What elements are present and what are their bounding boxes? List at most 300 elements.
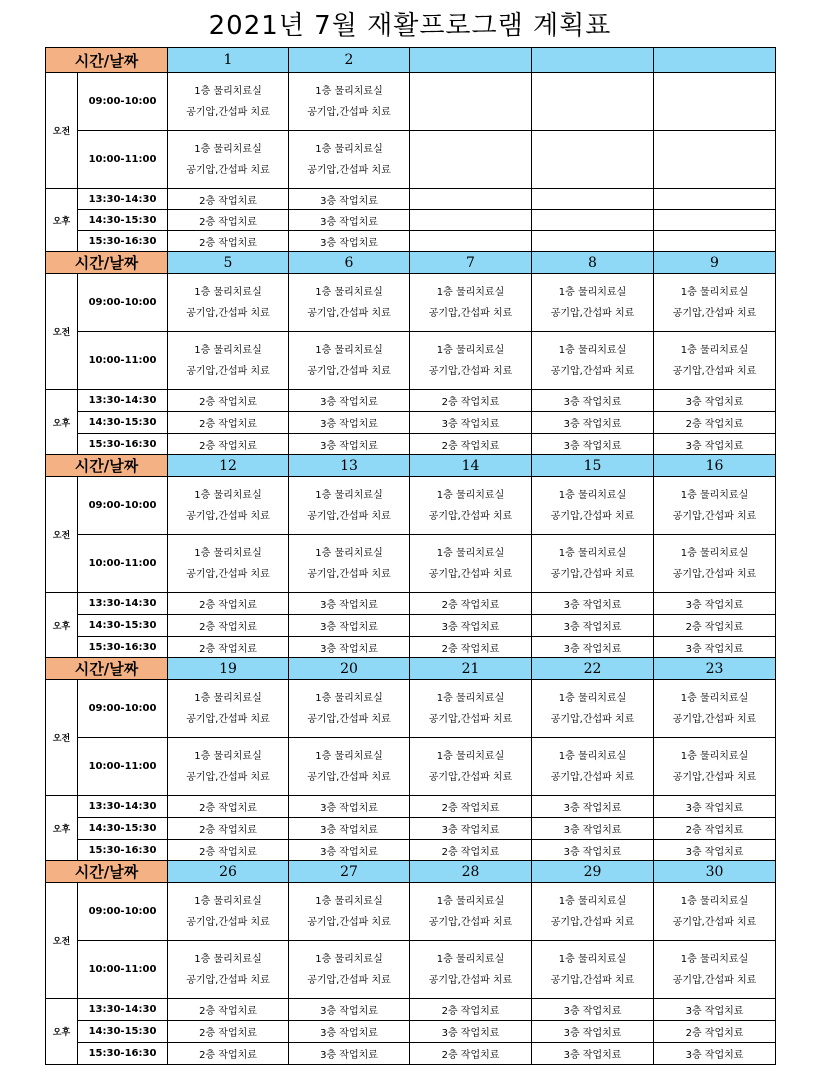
program-room: 1층 물리치료실 <box>558 953 627 965</box>
pm-program-cell: 2층 작업치료 <box>168 1043 289 1065</box>
date-cell: 29 <box>532 861 654 883</box>
am-row <box>46 73 776 131</box>
program-room: 1층 물리치료실 <box>558 489 627 501</box>
program-room: 1층 물리치료실 <box>436 344 505 356</box>
program-treatment: 공기압,간섭파 치료 <box>307 568 391 580</box>
pm-program-cell: 3층 작업치료 <box>532 390 654 412</box>
pm-program-cell: 2층 작업치료 <box>168 593 289 615</box>
pm-row <box>46 189 776 210</box>
pm-program-cell: 2층 작업치료 <box>168 840 289 861</box>
program-room: 1층 물리치료실 <box>558 692 627 704</box>
pm-program-cell: 2층 작업치료 <box>654 1021 776 1043</box>
program-treatment: 공기압,간섭파 치료 <box>186 568 270 580</box>
pm-program-cell: 2층 작업치료 <box>168 412 289 434</box>
program-room: 1층 물리치료실 <box>558 344 627 356</box>
program-room: 1층 물리치료실 <box>436 547 505 559</box>
am-program-cell <box>410 535 532 593</box>
program-treatment: 공기압,간섭파 치료 <box>672 510 757 522</box>
program-room: 1층 물리치료실 <box>315 750 383 762</box>
program-treatment: 공기압,간섭파 치료 <box>428 713 513 725</box>
period-am-label: 오전 <box>46 477 78 593</box>
pm-program-cell: 3층 작업치료 <box>654 637 776 658</box>
pm-program-cell: 3층 작업치료 <box>410 1021 532 1043</box>
am-row <box>46 680 776 738</box>
time-slot: 14:30-15:30 <box>78 210 168 231</box>
program-room: 1층 물리치료실 <box>680 895 749 907</box>
program-room: 1층 물리치료실 <box>680 953 749 965</box>
pm-program-cell: 2층 작업치료 <box>410 434 532 455</box>
program-room: 1층 물리치료실 <box>194 750 262 762</box>
am-program-cell <box>168 131 289 189</box>
am-row <box>46 941 776 999</box>
time-slot: 09:00-10:00 <box>78 274 168 332</box>
am-program-cell <box>532 274 654 332</box>
pm-row <box>46 1043 776 1065</box>
am-program-cell <box>289 883 410 941</box>
time-slot: 13:30-14:30 <box>78 796 168 818</box>
date-cell: 13 <box>289 455 410 477</box>
pm-program-cell: 3층 작업치료 <box>532 796 654 818</box>
pm-row <box>46 412 776 434</box>
time-slot: 13:30-14:30 <box>78 390 168 412</box>
am-program-cell <box>410 477 532 535</box>
pm-program-cell: 2층 작업치료 <box>168 999 289 1021</box>
pm-program-cell: 3층 작업치료 <box>289 412 410 434</box>
program-room: 1층 물리치료실 <box>680 547 749 559</box>
program-treatment: 공기압,간섭파 치료 <box>307 106 391 118</box>
am-program-cell <box>532 738 654 796</box>
program-treatment: 공기압,간섭파 치료 <box>550 916 635 928</box>
am-program-cell <box>289 941 410 999</box>
time-slot: 13:30-14:30 <box>78 999 168 1021</box>
am-program-cell <box>168 883 289 941</box>
am-program-cell <box>654 73 776 131</box>
pm-program-cell: 3층 작업치료 <box>532 637 654 658</box>
date-cell <box>532 48 654 73</box>
period-pm-label: 오후 <box>46 999 78 1065</box>
program-treatment: 공기압,간섭파 치료 <box>428 974 513 986</box>
pm-program-cell: 3층 작업치료 <box>532 840 654 861</box>
program-treatment: 공기압,간섭파 치료 <box>428 771 513 783</box>
pm-program-cell: 2층 작업치료 <box>654 818 776 840</box>
am-program-cell <box>168 274 289 332</box>
am-program-cell <box>168 73 289 131</box>
pm-program-cell: 3층 작업치료 <box>289 434 410 455</box>
period-pm-label: 오후 <box>46 593 78 658</box>
program-treatment: 공기압,간섭파 치료 <box>672 974 757 986</box>
pm-program-cell: 3층 작업치료 <box>654 390 776 412</box>
program-room: 1층 물리치료실 <box>194 286 262 298</box>
am-program-cell <box>532 680 654 738</box>
program-room: 1층 물리치료실 <box>680 489 749 501</box>
pm-program-cell: 2층 작업치료 <box>168 818 289 840</box>
program-room: 1층 물리치료실 <box>194 85 262 97</box>
am-program-cell <box>410 941 532 999</box>
pm-program-cell: 3층 작업치료 <box>289 637 410 658</box>
program-treatment: 공기압,간섭파 치료 <box>428 916 513 928</box>
period-pm-label: 오후 <box>46 189 78 252</box>
program-treatment: 공기압,간섭파 치료 <box>186 510 270 522</box>
pm-program-cell: 2층 작업치료 <box>410 840 532 861</box>
am-row <box>46 535 776 593</box>
pm-row <box>46 999 776 1021</box>
am-program-cell <box>410 131 532 189</box>
pm-program-cell: 3층 작업치료 <box>532 593 654 615</box>
program-room: 1층 물리치료실 <box>558 750 627 762</box>
program-room: 1층 물리치료실 <box>436 953 505 965</box>
pm-program-cell <box>410 231 532 252</box>
pm-program-cell: 3층 작업치료 <box>532 434 654 455</box>
program-treatment: 공기압,간섭파 치료 <box>186 771 270 783</box>
program-room: 1층 물리치료실 <box>194 547 262 559</box>
program-treatment: 공기압,간섭파 치료 <box>672 307 757 319</box>
pm-program-cell <box>532 210 654 231</box>
am-program-cell <box>532 535 654 593</box>
header-label: 시간/날짜 <box>46 455 168 477</box>
am-program-cell <box>168 332 289 390</box>
date-cell: 26 <box>168 861 289 883</box>
schedule-table <box>45 47 776 1065</box>
pm-program-cell <box>654 210 776 231</box>
program-treatment: 공기압,간섭파 치료 <box>186 164 270 176</box>
date-cell: 21 <box>410 658 532 680</box>
program-room: 1층 물리치료실 <box>680 344 749 356</box>
pm-program-cell: 3층 작업치료 <box>410 818 532 840</box>
date-cell: 22 <box>532 658 654 680</box>
pm-row <box>46 1021 776 1043</box>
header-label: 시간/날짜 <box>46 861 168 883</box>
am-row <box>46 131 776 189</box>
time-slot: 10:00-11:00 <box>78 332 168 390</box>
pm-row <box>46 840 776 861</box>
pm-row <box>46 818 776 840</box>
am-program-cell <box>654 941 776 999</box>
program-treatment: 공기압,간섭파 치료 <box>186 365 270 377</box>
pm-row <box>46 593 776 615</box>
am-program-cell <box>410 73 532 131</box>
am-program-cell <box>289 680 410 738</box>
program-treatment: 공기압,간섭파 치료 <box>550 974 635 986</box>
program-treatment: 공기압,간섭파 치료 <box>428 365 513 377</box>
pm-program-cell: 2층 작업치료 <box>168 390 289 412</box>
program-room: 1층 물리치료실 <box>315 895 383 907</box>
pm-program-cell: 2층 작업치료 <box>168 210 289 231</box>
program-room: 1층 물리치료실 <box>315 953 383 965</box>
pm-program-cell: 2층 작업치료 <box>168 434 289 455</box>
week-header-row <box>46 48 776 73</box>
program-treatment: 공기압,간섭파 치료 <box>550 307 635 319</box>
pm-program-cell: 3층 작업치료 <box>289 1043 410 1065</box>
time-slot: 09:00-10:00 <box>78 73 168 131</box>
time-slot: 09:00-10:00 <box>78 883 168 941</box>
program-room: 1층 물리치료실 <box>315 547 383 559</box>
program-treatment: 공기압,간섭파 치료 <box>307 916 391 928</box>
pm-program-cell: 3층 작업치료 <box>289 189 410 210</box>
pm-row <box>46 434 776 455</box>
program-room: 1층 물리치료실 <box>194 143 262 155</box>
am-program-cell <box>289 477 410 535</box>
pm-program-cell: 3층 작업치료 <box>289 1021 410 1043</box>
am-program-cell <box>654 332 776 390</box>
time-slot: 10:00-11:00 <box>78 131 168 189</box>
pm-program-cell: 2층 작업치료 <box>168 189 289 210</box>
time-slot: 15:30-16:30 <box>78 231 168 252</box>
pm-program-cell: 3층 작업치료 <box>654 999 776 1021</box>
program-room: 1층 물리치료실 <box>194 344 262 356</box>
pm-program-cell: 3층 작업치료 <box>654 593 776 615</box>
pm-program-cell: 3층 작업치료 <box>289 210 410 231</box>
pm-row <box>46 390 776 412</box>
pm-program-cell: 2층 작업치료 <box>410 999 532 1021</box>
period-pm-label: 오후 <box>46 390 78 455</box>
program-room: 1층 물리치료실 <box>315 85 383 97</box>
week-header-row <box>46 658 776 680</box>
time-slot: 14:30-15:30 <box>78 818 168 840</box>
pm-program-cell: 2층 작업치료 <box>410 637 532 658</box>
program-treatment: 공기압,간섭파 치료 <box>186 974 270 986</box>
pm-program-cell: 2층 작업치료 <box>168 615 289 637</box>
program-treatment: 공기압,간섭파 치료 <box>550 771 635 783</box>
time-slot: 13:30-14:30 <box>78 189 168 210</box>
pm-program-cell: 2층 작업치료 <box>168 796 289 818</box>
header-label: 시간/날짜 <box>46 658 168 680</box>
program-treatment: 공기압,간섭파 치료 <box>186 307 270 319</box>
pm-row <box>46 615 776 637</box>
pm-program-cell: 2층 작업치료 <box>168 231 289 252</box>
program-treatment: 공기압,간섭파 치료 <box>186 916 270 928</box>
pm-program-cell: 3층 작업치료 <box>289 615 410 637</box>
pm-program-cell <box>654 189 776 210</box>
program-room: 1층 물리치료실 <box>436 692 505 704</box>
program-room: 1층 물리치료실 <box>315 489 383 501</box>
pm-program-cell: 3층 작업치료 <box>654 1043 776 1065</box>
program-treatment: 공기압,간섭파 치료 <box>307 164 391 176</box>
am-program-cell <box>532 941 654 999</box>
date-cell <box>410 48 532 73</box>
am-program-cell <box>532 73 654 131</box>
program-room: 1층 물리치료실 <box>680 286 749 298</box>
program-treatment: 공기압,간섭파 치료 <box>307 771 391 783</box>
time-slot: 09:00-10:00 <box>78 680 168 738</box>
time-slot: 15:30-16:30 <box>78 1043 168 1065</box>
am-program-cell <box>410 883 532 941</box>
time-slot: 15:30-16:30 <box>78 840 168 861</box>
pm-program-cell: 3층 작업치료 <box>532 615 654 637</box>
program-room: 1층 물리치료실 <box>436 895 505 907</box>
program-room: 1층 물리치료실 <box>436 286 505 298</box>
pm-row <box>46 231 776 252</box>
period-am-label: 오전 <box>46 883 78 999</box>
program-treatment: 공기압,간섭파 치료 <box>672 713 757 725</box>
program-treatment: 공기압,간섭파 치료 <box>672 568 757 580</box>
pm-program-cell <box>410 189 532 210</box>
program-room: 1층 물리치료실 <box>194 489 262 501</box>
am-program-cell <box>168 680 289 738</box>
am-program-cell <box>654 131 776 189</box>
am-program-cell <box>168 477 289 535</box>
program-treatment: 공기압,간섭파 치료 <box>307 713 391 725</box>
am-row <box>46 274 776 332</box>
pm-program-cell: 3층 작업치료 <box>289 840 410 861</box>
am-program-cell <box>532 332 654 390</box>
pm-program-cell <box>410 210 532 231</box>
pm-program-cell: 3층 작업치료 <box>532 1043 654 1065</box>
pm-program-cell: 2층 작업치료 <box>654 615 776 637</box>
pm-program-cell: 2층 작업치료 <box>168 637 289 658</box>
pm-program-cell: 2층 작업치료 <box>410 593 532 615</box>
date-cell: 7 <box>410 252 532 274</box>
date-cell <box>654 48 776 73</box>
program-treatment: 공기압,간섭파 치료 <box>307 510 391 522</box>
pm-row <box>46 210 776 231</box>
pm-row <box>46 637 776 658</box>
program-treatment: 공기압,간섭파 치료 <box>550 568 635 580</box>
am-program-cell <box>410 332 532 390</box>
program-treatment: 공기압,간섭파 치료 <box>672 771 757 783</box>
pm-program-cell: 2층 작업치료 <box>410 796 532 818</box>
program-room: 1층 물리치료실 <box>680 750 749 762</box>
am-program-cell <box>532 883 654 941</box>
time-slot: 10:00-11:00 <box>78 738 168 796</box>
pm-program-cell: 2층 작업치료 <box>410 1043 532 1065</box>
am-program-cell <box>654 477 776 535</box>
date-cell: 15 <box>532 455 654 477</box>
period-am-label: 오전 <box>46 274 78 390</box>
time-slot: 14:30-15:30 <box>78 1021 168 1043</box>
am-program-cell <box>410 680 532 738</box>
program-treatment: 공기압,간섭파 치료 <box>186 713 270 725</box>
time-slot: 15:30-16:30 <box>78 637 168 658</box>
pm-program-cell: 3층 작업치료 <box>289 796 410 818</box>
program-room: 1층 물리치료실 <box>558 895 627 907</box>
pm-program-cell: 3층 작업치료 <box>654 434 776 455</box>
time-slot: 10:00-11:00 <box>78 941 168 999</box>
am-row <box>46 738 776 796</box>
pm-program-cell: 2층 작업치료 <box>168 1021 289 1043</box>
pm-program-cell: 2층 작업치료 <box>410 390 532 412</box>
period-am-label: 오전 <box>46 680 78 796</box>
date-cell: 30 <box>654 861 776 883</box>
pm-program-cell <box>532 231 654 252</box>
am-program-cell <box>410 274 532 332</box>
date-cell: 20 <box>289 658 410 680</box>
am-program-cell <box>654 680 776 738</box>
program-treatment: 공기압,간섭파 치료 <box>186 106 270 118</box>
program-room: 1층 물리치료실 <box>315 692 383 704</box>
am-row <box>46 477 776 535</box>
program-room: 1층 물리치료실 <box>558 547 627 559</box>
program-treatment: 공기압,간섭파 치료 <box>307 307 391 319</box>
am-program-cell <box>168 535 289 593</box>
time-slot: 13:30-14:30 <box>78 593 168 615</box>
program-treatment: 공기압,간섭파 치료 <box>550 510 635 522</box>
header-label: 시간/날짜 <box>46 252 168 274</box>
am-program-cell <box>654 883 776 941</box>
period-am-label: 오전 <box>46 73 78 189</box>
pm-program-cell: 3층 작업치료 <box>289 999 410 1021</box>
time-slot: 14:30-15:30 <box>78 615 168 637</box>
pm-program-cell: 3층 작업치료 <box>532 999 654 1021</box>
date-cell: 14 <box>410 455 532 477</box>
week-header-row <box>46 455 776 477</box>
am-row <box>46 332 776 390</box>
time-slot: 09:00-10:00 <box>78 477 168 535</box>
pm-program-cell <box>532 189 654 210</box>
program-treatment: 공기압,간섭파 치료 <box>307 974 391 986</box>
time-slot: 14:30-15:30 <box>78 412 168 434</box>
am-program-cell <box>289 332 410 390</box>
program-treatment: 공기압,간섭파 치료 <box>428 307 513 319</box>
date-cell: 5 <box>168 252 289 274</box>
pm-program-cell: 3층 작업치료 <box>532 818 654 840</box>
am-row <box>46 883 776 941</box>
date-cell: 19 <box>168 658 289 680</box>
am-program-cell <box>654 274 776 332</box>
am-program-cell <box>289 131 410 189</box>
pm-program-cell: 3층 작업치료 <box>289 390 410 412</box>
date-cell: 12 <box>168 455 289 477</box>
am-program-cell <box>410 738 532 796</box>
pm-program-cell: 2층 작업치료 <box>654 412 776 434</box>
date-cell: 2 <box>289 48 410 73</box>
am-program-cell <box>532 477 654 535</box>
period-pm-label: 오후 <box>46 796 78 861</box>
am-program-cell <box>654 535 776 593</box>
date-cell: 9 <box>654 252 776 274</box>
program-treatment: 공기압,간섭파 치료 <box>672 365 757 377</box>
am-program-cell <box>532 131 654 189</box>
date-cell: 23 <box>654 658 776 680</box>
date-cell: 16 <box>654 455 776 477</box>
pm-program-cell: 3층 작업치료 <box>289 593 410 615</box>
program-treatment: 공기압,간섭파 치료 <box>550 713 635 725</box>
am-program-cell <box>168 738 289 796</box>
am-program-cell <box>168 941 289 999</box>
program-room: 1층 물리치료실 <box>194 692 262 704</box>
am-program-cell <box>289 274 410 332</box>
pm-program-cell: 3층 작업치료 <box>410 615 532 637</box>
program-room: 1층 물리치료실 <box>315 286 383 298</box>
program-room: 1층 물리치료실 <box>436 750 505 762</box>
pm-program-cell <box>654 231 776 252</box>
pm-program-cell: 3층 작업치료 <box>289 818 410 840</box>
time-slot: 15:30-16:30 <box>78 434 168 455</box>
program-room: 1층 물리치료실 <box>315 344 383 356</box>
am-program-cell <box>654 738 776 796</box>
program-treatment: 공기압,간섭파 치료 <box>550 365 635 377</box>
pm-program-cell: 3층 작업치료 <box>289 231 410 252</box>
week-header-row <box>46 252 776 274</box>
date-cell: 6 <box>289 252 410 274</box>
am-program-cell <box>289 73 410 131</box>
pm-program-cell: 3층 작업치료 <box>532 412 654 434</box>
pm-program-cell: 3층 작업치료 <box>532 1021 654 1043</box>
time-slot: 10:00-11:00 <box>78 535 168 593</box>
date-cell: 28 <box>410 861 532 883</box>
program-room: 1층 물리치료실 <box>558 286 627 298</box>
date-cell: 8 <box>532 252 654 274</box>
am-program-cell <box>289 738 410 796</box>
date-cell: 27 <box>289 861 410 883</box>
program-treatment: 공기압,간섭파 치료 <box>428 568 513 580</box>
program-room: 1층 물리치료실 <box>436 489 505 501</box>
program-room: 1층 물리치료실 <box>680 692 749 704</box>
program-room: 1층 물리치료실 <box>194 953 262 965</box>
pm-program-cell: 3층 작업치료 <box>654 840 776 861</box>
pm-row <box>46 796 776 818</box>
program-treatment: 공기압,간섭파 치료 <box>307 365 391 377</box>
program-room: 1층 물리치료실 <box>194 895 262 907</box>
